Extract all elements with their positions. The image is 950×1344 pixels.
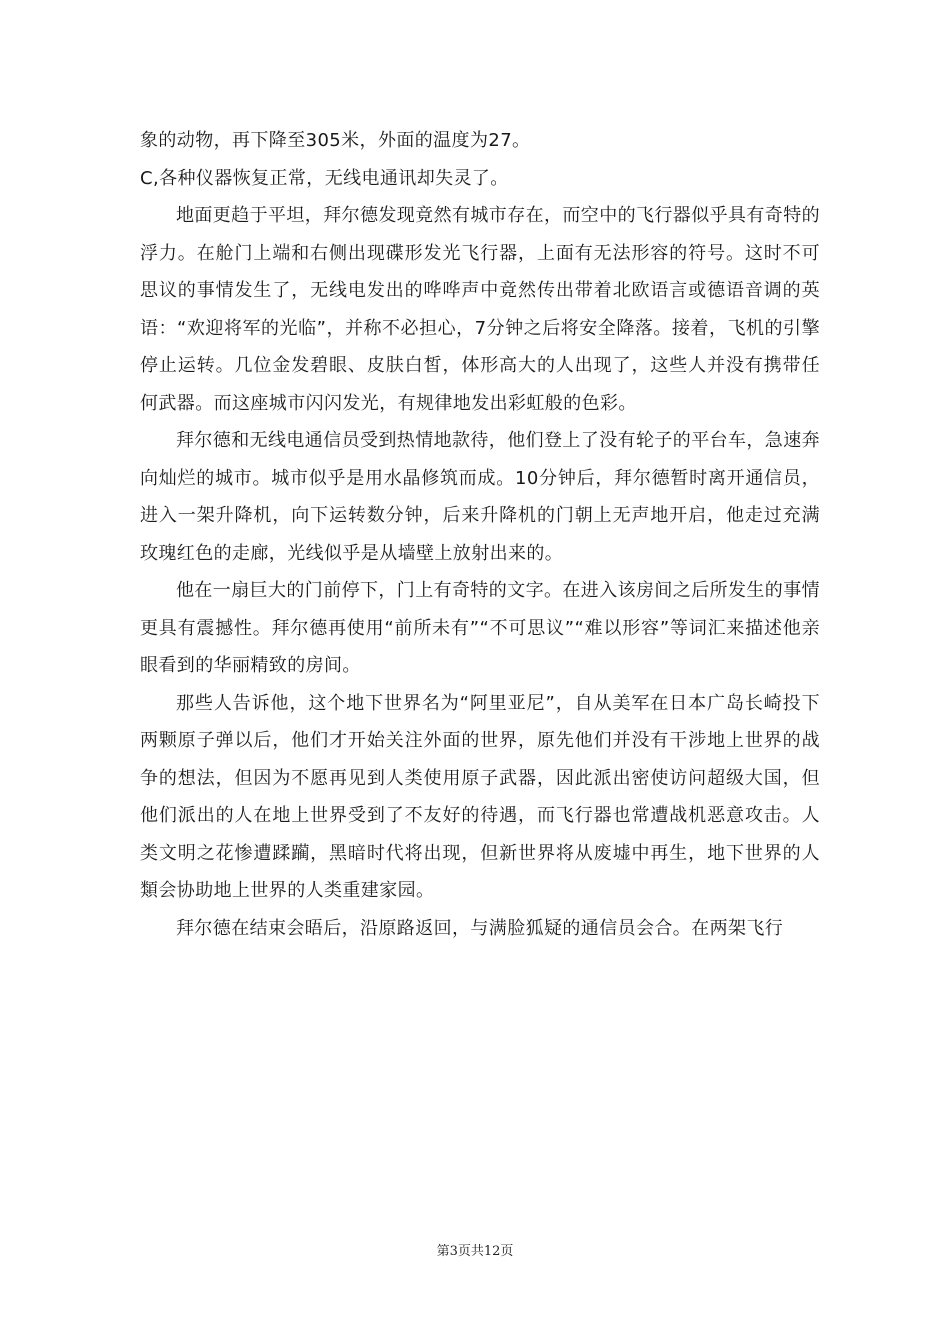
paragraph-2: C,各种仪器恢复正常，无线电通讯却失灵了。: [140, 167, 509, 189]
paragraph-3: 地面更趋于平坦，拜尔德发现竟然有城市存在，而空中的飞行器似乎具有奇特的浮力。在舱门上端和右侧出现碟形发光飞行器，上面有无法形容的符号。这时不可思议的事情发生了，无线电发出的哗哗声中竟然传出带着北欧语言或德语音调的英语：“欢迎将军的光临”，并称不必担心，7分钟之后将安全降落。接着，飞机的引擎停止运转。几位金发碧眼、皮肤白皙，体形高大的人出现了，这些人并没有携带任何武器。而这座城市闪闪发光，有规律地发出彩虹般的色彩。: [140, 205, 820, 414]
paragraph-5: 他在一扇巨大的门前停下，门上有奇特的文字。在进入该房间之后所发生的事情更具有震撼性。拜尔德再使用“前所未有”“不可思议”“难以形容”等词汇来描述他亲眼看到的华丽精致的房间。: [140, 580, 820, 676]
document-body: [140, 122, 820, 947]
page-number-label: 第3页共12页: [436, 1244, 514, 1259]
paragraph-6: 那些人告诉他，这个地下世界名为“阿里亚尼”，自从美军在日本广岛长崎投下两颗原子弹以后，他们才开始关注外面的世界，原先他们并没有干涉地上世界的战争的想法，但因为不愿再见到人类使用原子武器，因此派出密使访问超级大国，但他们派出的人在地上世界受到了不友好的待遇，而飞行器也常遭战机恶意攻击。人类文明之花惨遭蹂躏，黑暗时代将出现，但新世界将从废墟中再生，地下世界的人類会协助地上世界的人类重建家园。: [140, 692, 820, 901]
paragraph-1: 象的动物，再下降至305米，外面的温度为27。: [140, 130, 531, 151]
paragraph-4: 拜尔德和无线电通信员受到热情地款待，他们登上了没有轮子的平台车，急速奔向灿烂的城市。城市似乎是用水晶修筑而成。10分钟后，拜尔德暂时离开通信员，进入一架升降机，向下运转数分钟，后来升降机的门朝上无声地开启，他走过充满玫瑰红色的走廊，光线似乎是从墙壁上放射出来的。: [140, 430, 820, 564]
page-footer: [0, 1240, 950, 1259]
paragraph-7: 拜尔德在结束会晤后，沿原路返回，与满脸狐疑的通信员会合。在两架飞行: [176, 917, 784, 939]
